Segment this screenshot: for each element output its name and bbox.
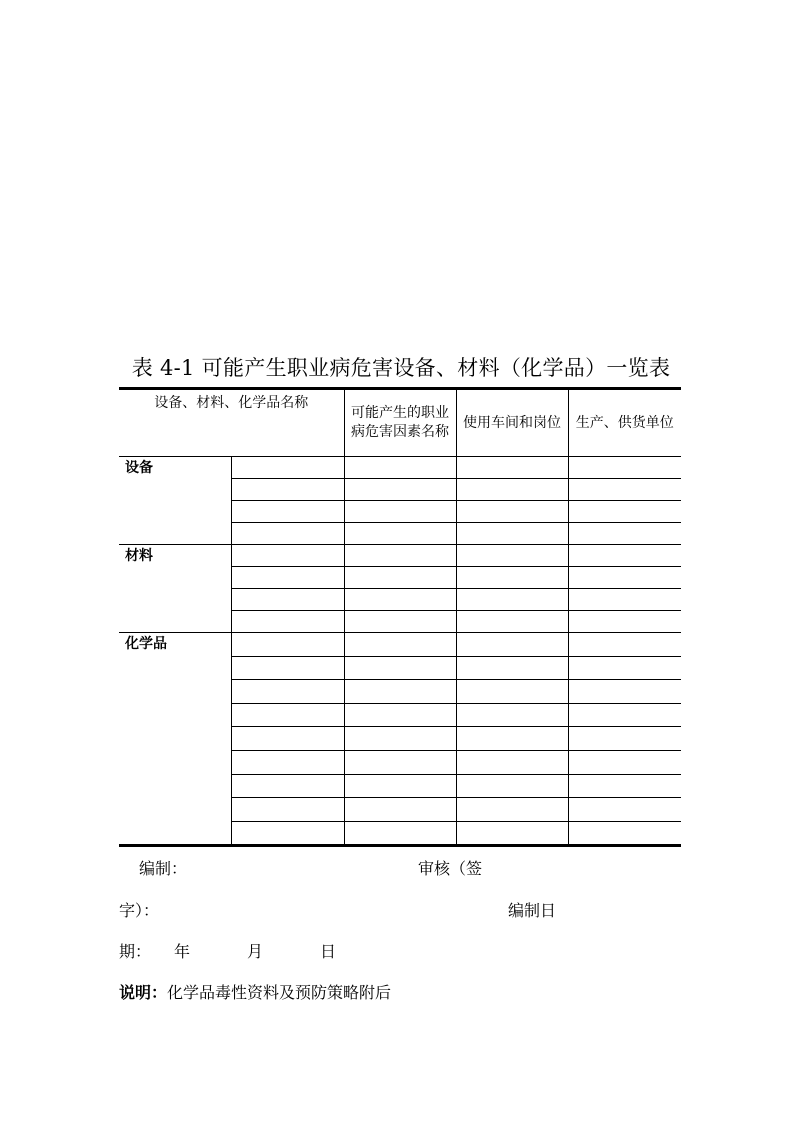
- table-cell[interactable]: [456, 589, 568, 611]
- table-cell[interactable]: [568, 589, 681, 611]
- table-cell[interactable]: [231, 798, 344, 822]
- table-cell[interactable]: [231, 656, 344, 680]
- table-cell[interactable]: [568, 457, 681, 479]
- table-cell[interactable]: [568, 821, 681, 846]
- table-cell[interactable]: [344, 633, 456, 657]
- table-cell[interactable]: [568, 545, 681, 567]
- group-label: 化学品: [119, 633, 231, 846]
- table-cell[interactable]: [456, 750, 568, 774]
- table-cell[interactable]: [344, 703, 456, 727]
- table-cell[interactable]: [456, 798, 568, 822]
- table-cell[interactable]: [231, 501, 344, 523]
- table-cell[interactable]: [568, 774, 681, 798]
- header-supplier: 生产、供货单位: [568, 389, 681, 457]
- month-label: 月: [247, 942, 264, 961]
- table-cell[interactable]: [344, 821, 456, 846]
- table-cell[interactable]: [344, 727, 456, 751]
- table-cell[interactable]: [231, 750, 344, 774]
- table-cell[interactable]: [456, 680, 568, 704]
- table-cell[interactable]: [344, 798, 456, 822]
- note: [119, 980, 391, 1003]
- table-cell[interactable]: [344, 750, 456, 774]
- table-cell[interactable]: [344, 611, 456, 633]
- table-header-row: [119, 389, 681, 457]
- table-cell[interactable]: [344, 479, 456, 501]
- table-cell[interactable]: [568, 727, 681, 751]
- table-cell[interactable]: [231, 457, 344, 479]
- table-cell[interactable]: [231, 589, 344, 611]
- date-label-cont: 期：: [119, 942, 152, 961]
- day-label: 日: [320, 942, 337, 961]
- table-cell[interactable]: [456, 774, 568, 798]
- table-cell[interactable]: [231, 703, 344, 727]
- date-label: 编制日: [508, 901, 557, 920]
- table-cell[interactable]: [568, 567, 681, 589]
- table-cell[interactable]: [568, 611, 681, 633]
- table-cell[interactable]: [231, 821, 344, 846]
- table-cell[interactable]: [231, 545, 344, 567]
- table-cell[interactable]: [344, 545, 456, 567]
- table-cell[interactable]: [456, 611, 568, 633]
- table-cell[interactable]: [456, 821, 568, 846]
- header-hazard-factor: 可能产生的职业病危害因素名称: [344, 389, 456, 457]
- table-cell[interactable]: [344, 567, 456, 589]
- prepared-label: 编制：: [139, 859, 188, 878]
- table-cell[interactable]: [344, 457, 456, 479]
- table-cell[interactable]: [456, 633, 568, 657]
- review-label-cont: 字）：: [119, 901, 160, 920]
- table-cell[interactable]: [456, 523, 568, 545]
- table-cell[interactable]: [344, 523, 456, 545]
- group-label: 材料: [119, 545, 231, 633]
- table-cell[interactable]: [456, 457, 568, 479]
- note-text: 化学品毒性资料及预防策略附后: [167, 983, 392, 1002]
- table-cell[interactable]: [231, 611, 344, 633]
- table-cell[interactable]: [231, 479, 344, 501]
- table-cell[interactable]: [344, 589, 456, 611]
- table-cell[interactable]: [568, 656, 681, 680]
- table-cell[interactable]: [456, 479, 568, 501]
- table-row: [119, 633, 681, 657]
- table-cell[interactable]: [456, 727, 568, 751]
- header-name: 设备、材料、化学品名称: [119, 389, 344, 457]
- year-label: 年: [174, 942, 191, 961]
- table-cell[interactable]: [568, 501, 681, 523]
- note-label: 说明：: [119, 983, 168, 1002]
- table-cell[interactable]: [231, 633, 344, 657]
- review-label: 审核（签: [418, 859, 483, 878]
- table-cell[interactable]: [456, 545, 568, 567]
- table-row: [119, 545, 681, 567]
- table-cell[interactable]: [568, 798, 681, 822]
- table-cell[interactable]: [568, 633, 681, 657]
- group-label: 设备: [119, 457, 231, 545]
- table-cell[interactable]: [344, 680, 456, 704]
- table-cell[interactable]: [568, 680, 681, 704]
- table-cell[interactable]: [231, 567, 344, 589]
- table-cell[interactable]: [231, 523, 344, 545]
- table-cell[interactable]: [231, 680, 344, 704]
- table-title: 表 4-1 可能产生职业病危害设备、材料（化学品）一览表: [131, 356, 671, 380]
- table-cell[interactable]: [568, 703, 681, 727]
- table-cell[interactable]: [344, 774, 456, 798]
- table-cell[interactable]: [456, 703, 568, 727]
- table-cell[interactable]: [456, 656, 568, 680]
- table-cell[interactable]: [344, 656, 456, 680]
- header-workshop: 使用车间和岗位: [456, 389, 568, 457]
- table-cell[interactable]: [568, 523, 681, 545]
- table-cell[interactable]: [568, 479, 681, 501]
- hazard-equipment-table: [119, 387, 681, 847]
- table-cell[interactable]: [568, 750, 681, 774]
- table-cell[interactable]: [231, 774, 344, 798]
- table-cell[interactable]: [456, 567, 568, 589]
- table-row: [119, 457, 681, 479]
- table-cell[interactable]: [344, 501, 456, 523]
- table-cell[interactable]: [456, 501, 568, 523]
- table-cell[interactable]: [231, 727, 344, 751]
